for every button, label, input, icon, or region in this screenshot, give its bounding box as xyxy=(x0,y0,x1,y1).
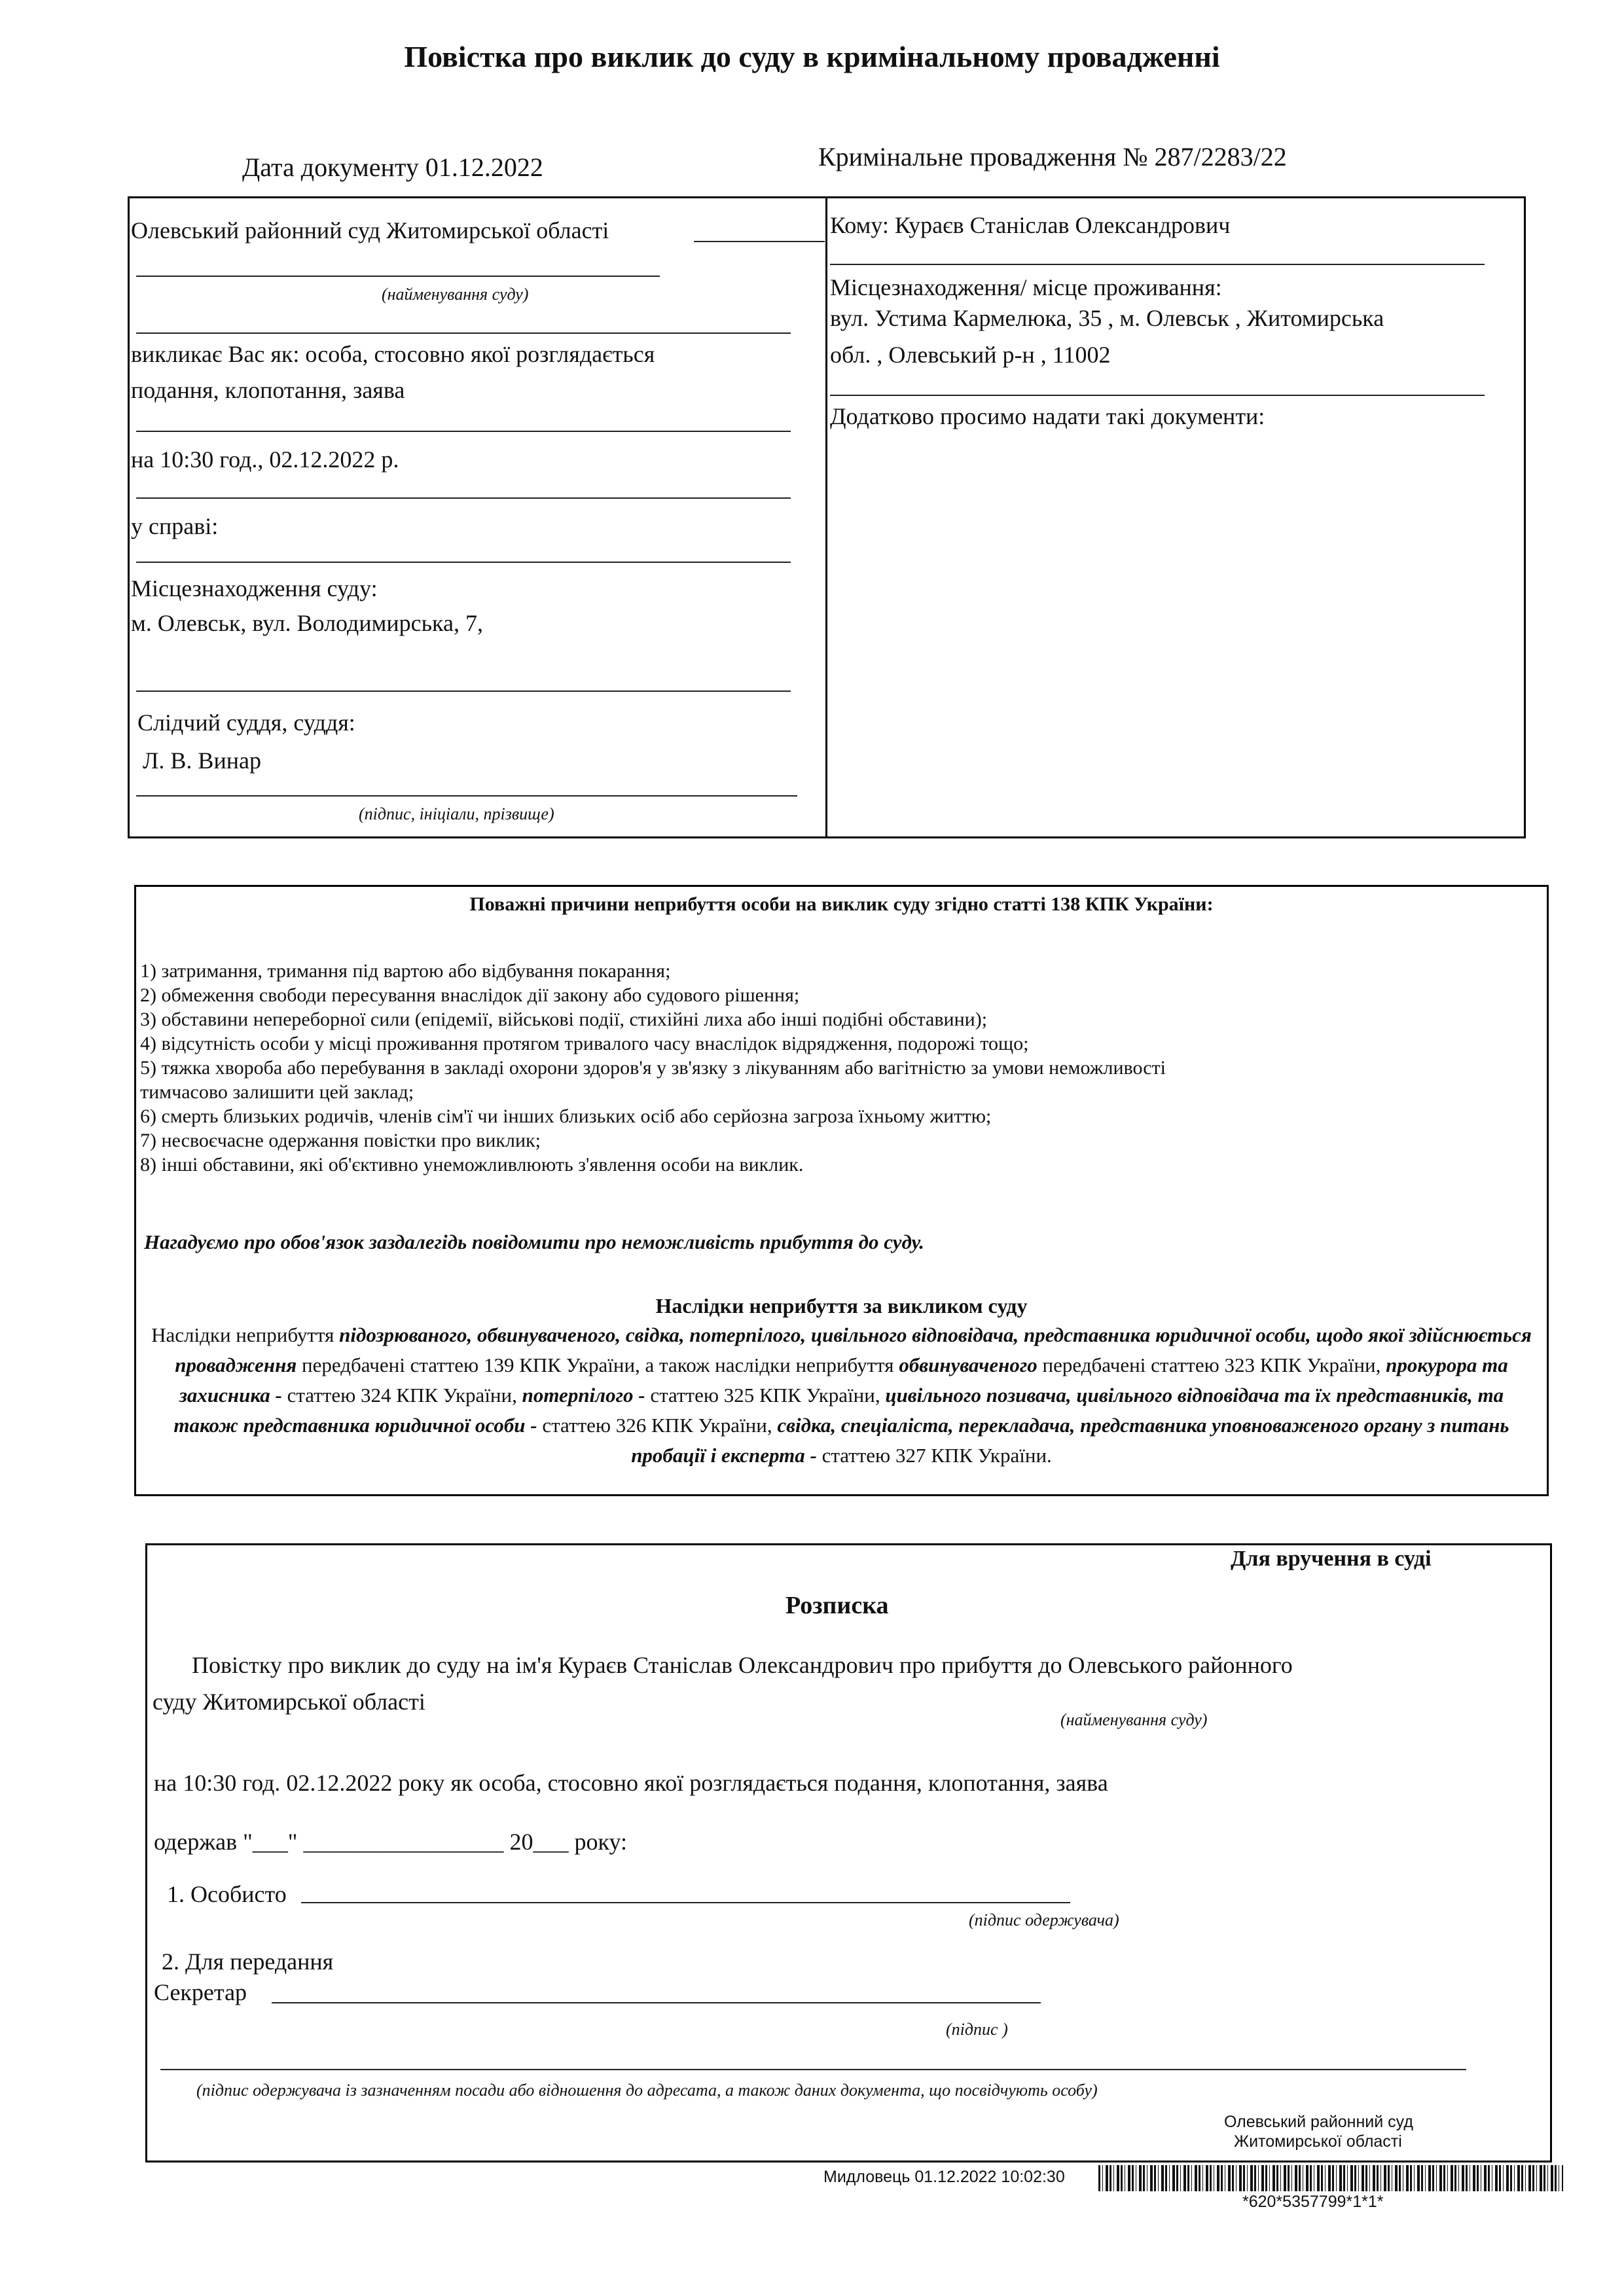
court-location-label: Місцезнаходження суду: xyxy=(131,575,378,601)
footer-signature-line xyxy=(160,2069,1466,2070)
document-title: Повістка про виклик до суду в кримінальному провадженні xyxy=(404,40,1220,73)
judge-name: Л. В. Винар xyxy=(143,747,261,774)
reason-item: 5) тяжка хвороба або перебування в закладі охорони здоров'я у зв'язку з лікуванням або вагітністю за умови неможливості xyxy=(140,1057,1166,1079)
signature-caption: (підпис, ініціали, прізвище) xyxy=(359,804,554,823)
recipient-address-line-2: обл. , Олевський р-н , 11002 xyxy=(830,342,1111,368)
consequence-text: Наслідки неприбуття xyxy=(151,1323,340,1346)
signature-caption: (підпис ) xyxy=(946,2020,1008,2039)
reason-item: 4) відсутність особи у місці проживання протягом тривалого часу внаслідок відрядження, подорожі тощо; xyxy=(140,1033,1029,1054)
secretary-label: Секретар xyxy=(154,1979,247,2005)
consequence-subject: підозрюваного, обвинуваченого, свідка, потерпілого, цивільного відповідача, представника юридичної особи, щодо якої здійснюється провадження xyxy=(175,1323,1532,1376)
reason-item: тимчасово залишити цей заклад; xyxy=(140,1081,414,1103)
receipt-box xyxy=(145,1543,1552,2162)
judge-label: Слідчий суддя, суддя: xyxy=(137,709,355,736)
rule xyxy=(136,497,791,499)
rule xyxy=(136,562,791,563)
receipt-line-1: Повістку про виклик до суду на ім'я Кураєв Станіслав Олександрович про прибуття до Олевського районного xyxy=(192,1652,1293,1678)
transfer-label: 2. Для передання xyxy=(162,1948,334,1975)
summons-as-line-2: подання, клопотання, заява xyxy=(131,377,405,403)
personally-label: 1. Особисто xyxy=(167,1881,287,1907)
rule xyxy=(136,332,791,334)
court-name-caption: (найменування суду) xyxy=(1060,1710,1208,1729)
reminder-note: Нагадуємо про обов'язок заздалегідь повідомити про неможливість прибуття до суду. xyxy=(144,1230,925,1253)
received-date: одержав "___" _________________ 20___ року: xyxy=(154,1829,628,1855)
absence-reasons-box xyxy=(134,885,1549,1496)
additional-docs-label: Додатково просимо надати такі документи: xyxy=(830,403,1265,429)
recipient-address-line-1: вул. Устима Кармелюка, 35 , м. Олевськ , Житомирська xyxy=(830,305,1384,331)
court-name: Олевський районний суд Житомирської області xyxy=(131,217,609,243)
court-location: м. Олевськ, вул. Володимирська, 7, xyxy=(131,610,483,636)
stamp-clerk: Мидловець 01.12.2022 10:02:30 xyxy=(823,2168,1065,2186)
reason-item: 6) смерть близьких родичів, членів сім'ї чи інших близьких осіб або серйозна загроза їхньому життю; xyxy=(140,1105,992,1127)
consequence-subject: цивільного позивача, цивільного відповідача та їх представників, та також представника юридичної особи - xyxy=(173,1384,1504,1437)
consequence-text: передбачені статтею 139 КПК України, а також наслідки неприбуття xyxy=(297,1354,899,1376)
consequences-paragraph xyxy=(146,1320,1537,1471)
reason-item: 1) затримання, тримання під вартою або відбування покарання; xyxy=(140,960,671,982)
consequence-subject: прокурора та захисника - xyxy=(179,1354,1508,1407)
case-number: Кримінальне провадження № 287/2283/22 xyxy=(818,142,1287,171)
case-label: у справі: xyxy=(131,513,219,539)
hearing-time: на 10:30 год., 02.12.2022 р. xyxy=(131,446,399,473)
column-divider xyxy=(825,198,827,836)
recipient-name: Кому: Кураєв Станіслав Олександрович xyxy=(830,212,1231,238)
reason-item: 3) обставини непереборної сили (епідемії, військові події, стихійні лиха або інші подібні обставини); xyxy=(140,1009,988,1030)
reason-item: 2) обмеження свободи пересування внаслідок дії закону або судового рішення; xyxy=(140,984,800,1006)
barcode-code: *620*5357799*1*1* xyxy=(1242,2193,1384,2211)
summons-box xyxy=(128,196,1526,838)
stamp-court-line-1: Олевський районний суд xyxy=(1224,2113,1413,2131)
consequence-text: передбачені статтею 323 КПК України, xyxy=(1037,1354,1386,1376)
consequence-text: статтею 324 КПК України, xyxy=(281,1384,522,1407)
consequence-subject: обвинуваченого xyxy=(899,1354,1038,1376)
court-name-caption: (найменування суду) xyxy=(382,285,529,304)
consequence-text: статтею 326 КПК України, xyxy=(537,1414,778,1437)
consequences-heading: Наслідки неприбуття за викликом суду xyxy=(655,1294,1028,1318)
for-court-label: Для вручення в суді xyxy=(1231,1547,1432,1571)
summons-as-line-1: викликає Вас як: особа, стосовно якої розглядається xyxy=(131,341,655,367)
stamp-court-line-2: Житомирської області xyxy=(1234,2132,1402,2151)
document-date: Дата документу 01.12.2022 xyxy=(242,152,543,182)
consequence-subject: свідка, спеціаліста, перекладача, представника уповноваженого органу з питань пробації і експерта - xyxy=(631,1414,1509,1467)
consequence-text: статтею 327 КПК України. xyxy=(816,1444,1052,1467)
receipt-title: Розписка xyxy=(785,1592,889,1619)
consequence-text: статтею 325 КПК України, xyxy=(645,1384,886,1407)
court-name-line xyxy=(694,241,825,242)
rule xyxy=(830,395,1485,396)
reasons-heading: Поважні причини неприбуття особи на виклик суду згідно статті 138 КПК України: xyxy=(469,893,1214,915)
signature-line xyxy=(136,795,797,797)
personally-signature-line xyxy=(301,1902,1070,1903)
secretary-signature-line xyxy=(272,2002,1041,2003)
court-name-line-2 xyxy=(136,276,660,277)
footer-caption: (підпис одержувача із зазначенням посади або відношення до адресата, а також даних документа, що посвідчують особу) xyxy=(196,2081,1098,2100)
rule xyxy=(830,264,1485,265)
barcode xyxy=(1098,2165,1563,2191)
receipt-line-3: на 10:30 год. 02.12.2022 року як особа, стосовно якої розглядається подання, клопотання, заява xyxy=(154,1770,1108,1796)
recipient-address-label: Місцезнаходження/ місце проживання: xyxy=(830,274,1222,300)
reason-item: 8) інші обставини, які об'єктивно унеможливлюють з'явлення особи на виклик. xyxy=(140,1154,804,1175)
recipient-signature-caption: (підпис одержувача) xyxy=(969,1910,1119,1929)
reason-item: 7) несвоєчасне одержання повістки про виклик; xyxy=(140,1130,541,1151)
receipt-line-2: суду Житомирської області xyxy=(153,1689,425,1715)
consequence-subject: потерпілого - xyxy=(522,1384,645,1407)
rule xyxy=(136,691,791,692)
rule xyxy=(136,431,791,432)
